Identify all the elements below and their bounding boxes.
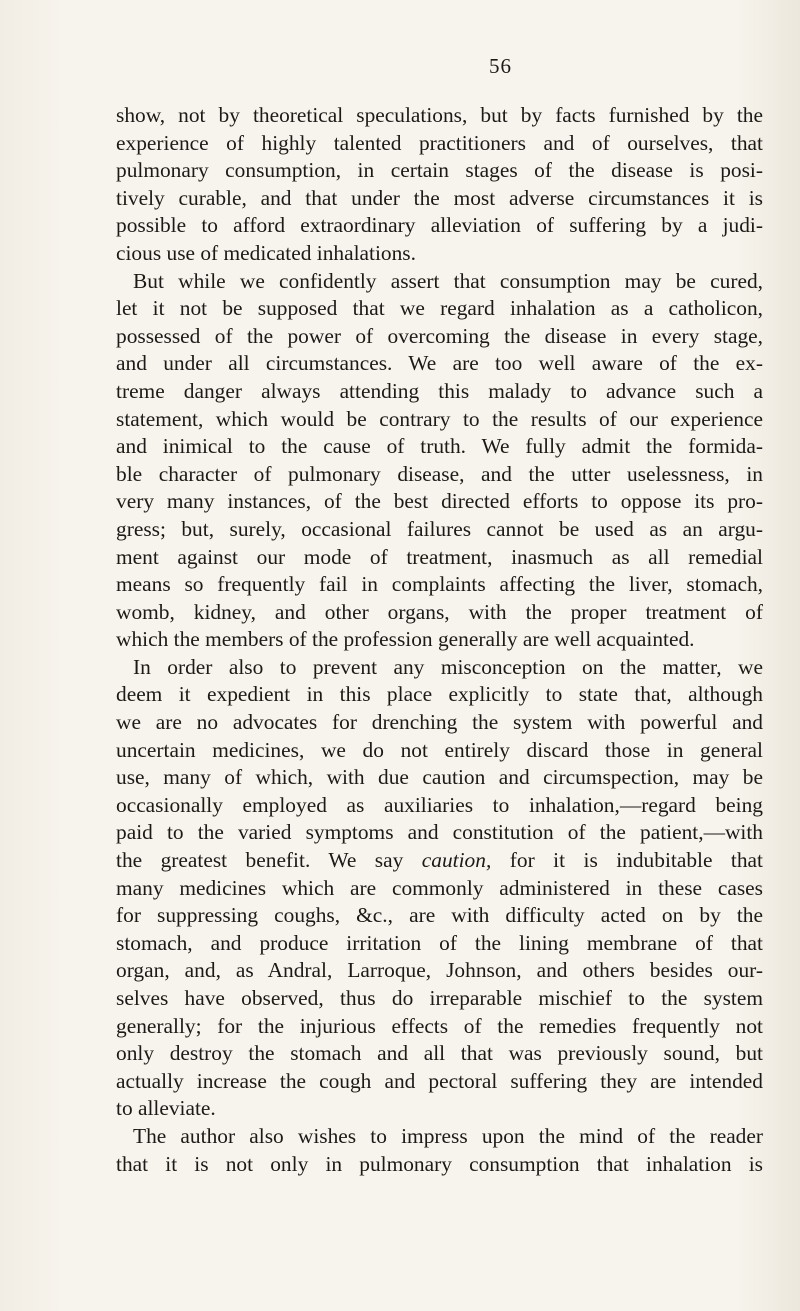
text-line: occasionally employed as auxiliaries to inhalation,—regard being <box>116 792 763 817</box>
text-line: gress; but, surely, occasional failures cannot be used as an argu- <box>116 516 763 541</box>
emphasis-word: caution, <box>421 848 492 873</box>
body-text <box>116 102 763 1178</box>
text-line: paid to the varied symptoms and constitution of the patient,—with <box>116 820 763 845</box>
text-line: organ, and, as Andral, Larroque, Johnson, and others besides our- <box>116 958 763 983</box>
text-line: for suppressing coughs, &c., are with difficulty acted on by the <box>116 903 763 928</box>
text-line: The author also wishes to impress upon the mind of the reader <box>133 1123 763 1148</box>
text-line: uncertain medicines, we do not entirely discard those in general <box>116 737 763 762</box>
text-line: and inimical to the cause of truth. We fully admit the formida- <box>116 434 763 459</box>
text-line: treme danger always attending this malady to advance such a <box>116 378 763 403</box>
text-line: generally; for the injurious effects of the remedies frequently not <box>116 1013 763 1038</box>
text-line: selves have observed, thus do irreparable mischief to the system <box>116 986 763 1010</box>
text-line: pulmonary consumption, in certain stages of the disease is posi- <box>116 158 763 183</box>
text-line: actually increase the cough and pectoral suffering they are intended <box>116 1068 763 1093</box>
text-line: very many instances, of the best directed efforts to oppose its pro- <box>116 489 763 514</box>
text-line: we are no advocates for drenching the system with powerful and <box>116 710 763 735</box>
text-fragment: the greatest benefit. We say <box>116 848 404 873</box>
text-line: that it is not only in pulmonary consumption that inhalation is <box>116 1151 763 1176</box>
text-line: means so frequently fail in complaints affecting the liver, stomach, <box>116 572 763 597</box>
text-line: possible to afford extraordinary alleviation of suffering by a judi- <box>116 213 763 238</box>
text-line: statement, which would be contrary to the results of our experience <box>116 406 763 431</box>
text-line: to alleviate. <box>116 1096 216 1121</box>
text-line: use, many of which, with due caution and circumspection, may be <box>116 765 763 790</box>
text-line: experience of highly talented practitioners and of ourselves, that <box>116 130 763 155</box>
page-number: 56 <box>489 54 512 78</box>
text-line: stomach, and produce irritation of the lining membrane of that <box>116 930 763 955</box>
text-line: ble character of pulmonary disease, and the utter uselessness, in <box>116 461 763 486</box>
text-line: only destroy the stomach and all that was previously sound, but <box>116 1041 763 1066</box>
text-line-with-emphasis <box>116 847 763 875</box>
text-line: womb, kidney, and other organs, with the proper treatment of <box>116 599 763 624</box>
text-line: ment against our mode of treatment, inasmuch as all remedial <box>116 544 763 569</box>
text-line: In order also to prevent any misconception on the matter, we <box>133 654 763 679</box>
text-fragment: for it is indubitable that <box>509 848 763 873</box>
text-line: deem it expedient in this place explicitly to state that, although <box>116 682 763 707</box>
text-line: which the members of the profession generally are well acquainted. <box>116 627 695 652</box>
text-line: and under all circumstances. We are too well aware of the ex- <box>116 351 763 376</box>
text-line: possessed of the power of overcoming the disease in every stage, <box>116 323 763 348</box>
text-line: tively curable, and that under the most adverse circumstances it is <box>116 185 763 210</box>
text-line: cious use of medicated inhalations. <box>116 240 416 265</box>
text-line: let it not be supposed that we regard inhalation as a catholicon, <box>116 296 763 321</box>
text-line: But while we confidently assert that consumption may be cured, <box>133 268 763 293</box>
text-line: show, not by theoretical speculations, but by facts furnished by the <box>116 103 763 127</box>
text-line: many medicines which are commonly administered in these cases <box>116 875 763 900</box>
